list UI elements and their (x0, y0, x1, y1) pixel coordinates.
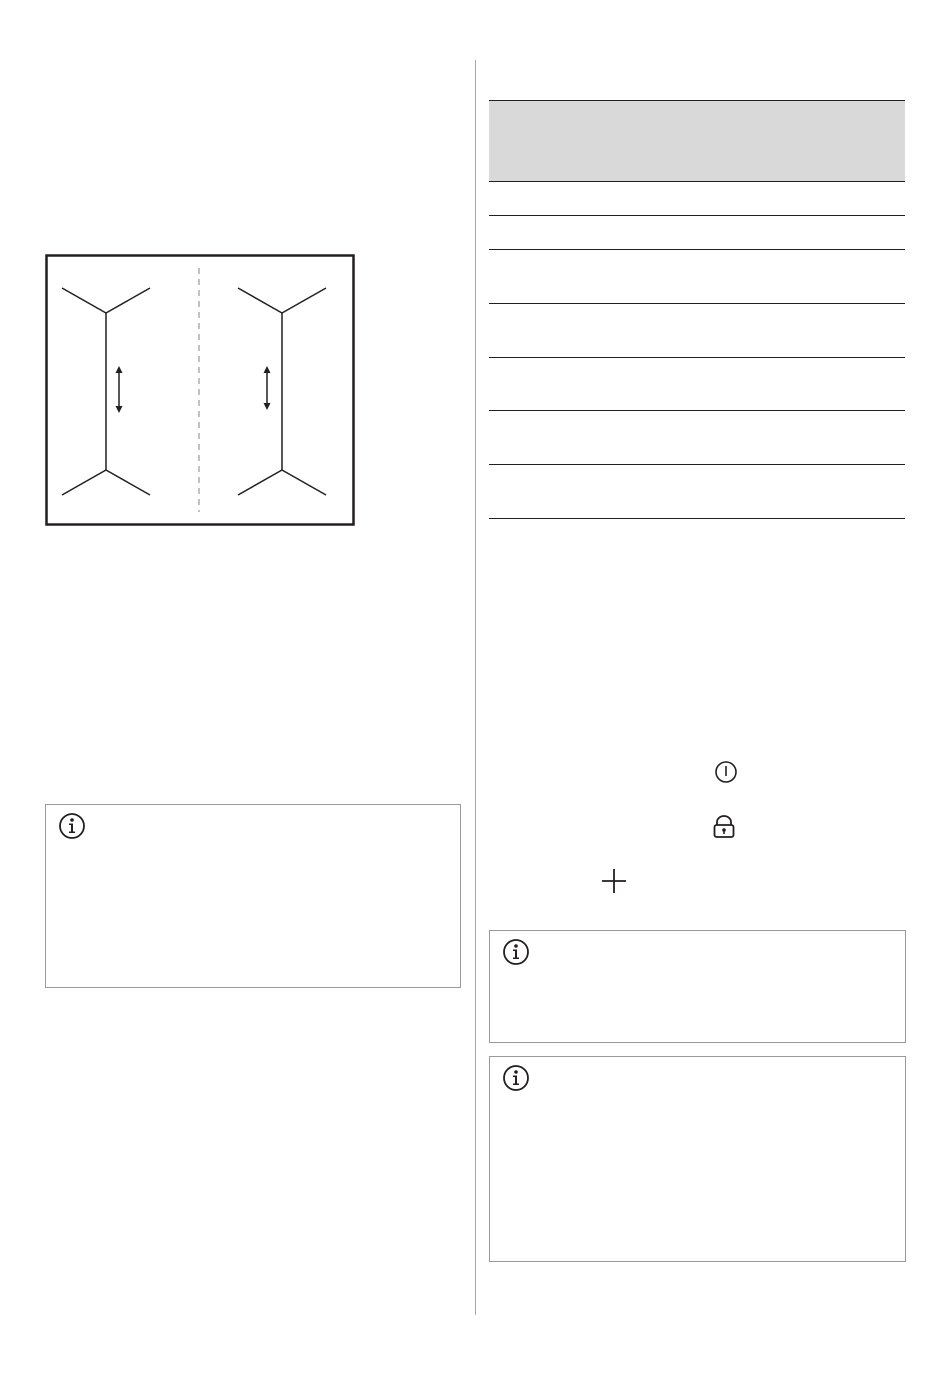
table-row (489, 250, 905, 304)
info-note-box (489, 1056, 906, 1262)
left-zone-shape (62, 288, 150, 495)
lock-icon (712, 814, 736, 840)
table-row (489, 304, 905, 358)
info-icon (502, 1064, 530, 1092)
double-arrow-icon (264, 366, 271, 410)
hob-bridge-diagram (45, 254, 355, 526)
info-icon (58, 812, 86, 840)
table-header (489, 100, 905, 182)
settings-table (489, 100, 905, 519)
column-divider (475, 60, 476, 1315)
info-note-box (45, 804, 461, 988)
info-note-box (489, 930, 906, 1043)
table-row (489, 182, 905, 216)
power-icon (714, 760, 738, 784)
info-icon (502, 938, 530, 966)
plus-icon (601, 868, 627, 894)
table-row (489, 411, 905, 465)
double-arrow-icon (116, 366, 123, 413)
right-zone-shape (238, 288, 326, 495)
table-row (489, 465, 905, 519)
table-row (489, 358, 905, 411)
table-row (489, 216, 905, 250)
